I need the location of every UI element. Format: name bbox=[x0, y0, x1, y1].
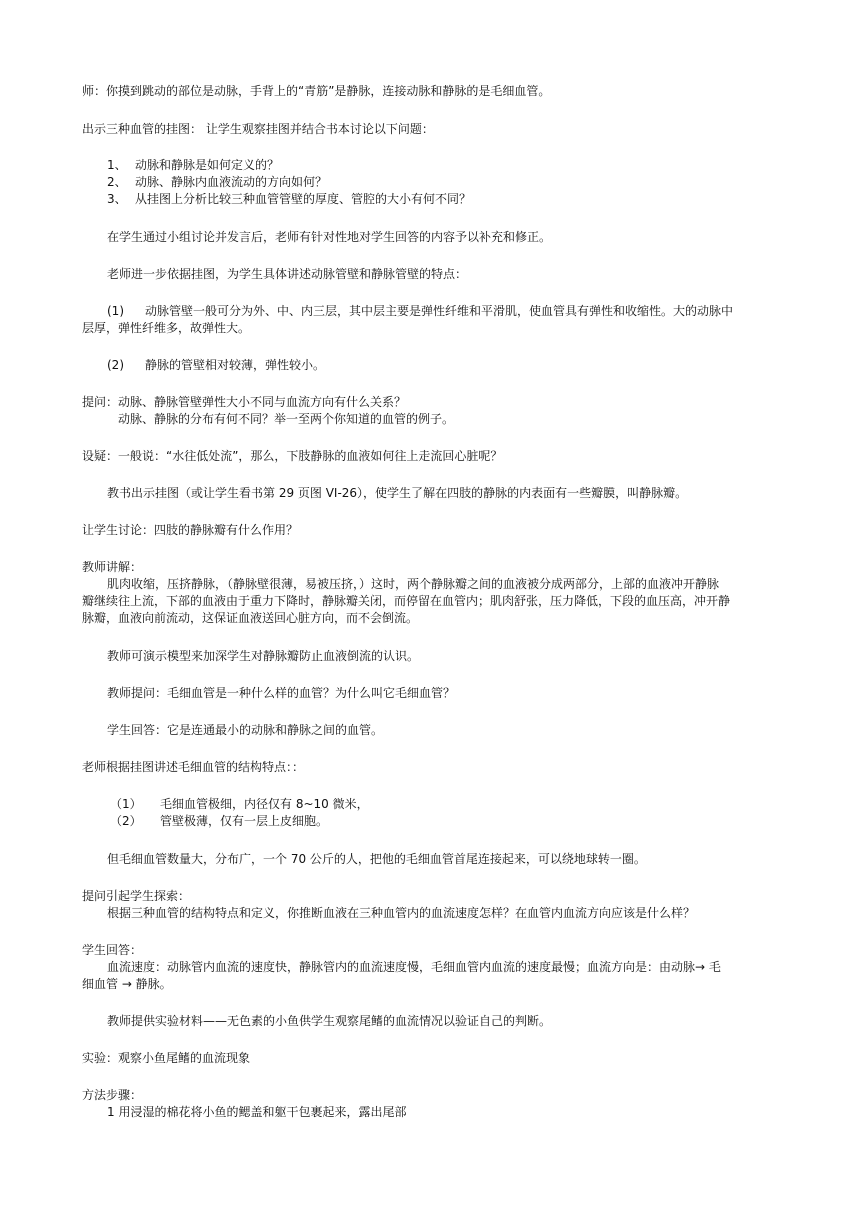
exploration-prompt: 根据三种血管的结构特点和定义，你推断血液在三种血管内的血流速度怎样？在血管内血流方向应该是什么样？ bbox=[107, 906, 696, 920]
question-3-text: 从挂图上分析比较三种血管管壁的厚度、管腔的大小有何不同？ bbox=[135, 192, 472, 206]
student-answer-line-2: 细血管 → 静脉。 bbox=[82, 977, 172, 991]
point-1-line-1 bbox=[107, 303, 733, 319]
student-discussion: 让学生讨论：四肢的静脉瓣有什么作用？ bbox=[82, 523, 299, 537]
question-3-number: 3、 bbox=[107, 192, 127, 206]
capillary-point-1-number: （1） bbox=[110, 797, 142, 811]
exploration-prompt-heading: 提问引起学生探索： bbox=[82, 889, 191, 903]
point-1-text: 动脉管壁一般可分为外、中、内三层，其中层主要是弹性纤维和平滑肌，使血管具有弹性和收缩性。大的动脉中 bbox=[145, 304, 734, 318]
model-demonstration: 教师可演示模型来加深学生对静脉瓣防止血液倒流的认识。 bbox=[107, 649, 420, 663]
capillary-point-2-number: （2） bbox=[110, 814, 142, 828]
method-step-1: 1 用浸湿的棉花将小鱼的鳃盖和躯干包裹起来，露出尾部 bbox=[107, 1105, 407, 1119]
capillary-point-1-text: 毛细血管极细，内径仅有 8~10 微米， bbox=[160, 797, 369, 811]
lecture-line-1: 肌肉收缩，压挤静脉，（静脉壁很薄，易被压挤，）这时，两个静脉瓣之间的血液被分成两部分，上部的血液冲开静脉 bbox=[107, 577, 720, 591]
capillary-quantity: 但毛细血管数量大，分布广，一个 70 公斤的人，把他的毛细血管首尾连接起来，可以绕地球转一圈。 bbox=[107, 852, 646, 866]
point-2 bbox=[107, 357, 325, 373]
experiment-title: 实验：观察小鱼尾鳍的血流现象 bbox=[82, 1051, 251, 1065]
point-2-text: 静脉的管壁相对较薄，弹性较小。 bbox=[145, 358, 326, 372]
question-1-number: 1、 bbox=[107, 158, 127, 172]
student-answer-capillary: 学生回答：它是连通最小的动脉和静脉之间的血管。 bbox=[107, 723, 384, 737]
capillary-structure-intro: 老师根据挂图讲述毛细血管的结构特点：： bbox=[82, 760, 305, 774]
capillary-point-2 bbox=[110, 813, 328, 829]
method-steps-heading: 方法步骤： bbox=[82, 1088, 143, 1102]
question-3 bbox=[107, 191, 471, 207]
teacher-lecture-heading: 教师讲解： bbox=[82, 560, 143, 574]
question-2-number: 2、 bbox=[107, 175, 127, 189]
experiment-material: 教师提供实验材料——无色素的小鱼供学生观察尾鳍的血流情况以验证自己的判断。 bbox=[107, 1014, 552, 1028]
show-chart-venous-valve: 教书出示挂图（或让学生看书第 29 页图 VI-26），使学生了解在四肢的静脉的内表面有一些瓣膜，叫静脉瓣。 bbox=[107, 486, 688, 500]
question-2 bbox=[107, 174, 327, 190]
teacher-explanation-intro: 老师进一步依据挂图，为学生具体讲述动脉管壁和静脉管壁的特点： bbox=[107, 267, 468, 281]
question-line-1: 提问：动脉、静脉管壁弹性大小不同与血流方向有什么关系？ bbox=[82, 395, 407, 409]
discussion-note: 在学生通过小组讨论并发言后，老师有针对性地对学生回答的内容予以补充和修正。 bbox=[107, 230, 552, 244]
student-answer-line-1: 血流速度：动脉管内血流的速度快，静脉管内的血流速度慢，毛细血管内血流的速度最慢；血流方向是：由动脉→ 毛 bbox=[107, 960, 721, 974]
teacher-statement: 师：你摸到跳动的部位是动脉，手背上的“青筋”是静脉，连接动脉和静脉的是毛细血管。 bbox=[82, 84, 551, 98]
doubt-question: 设疑：一般说：“水往低处流”，那么，下肢静脉的血液如何往上走流回心脏呢？ bbox=[82, 449, 503, 463]
show-chart-instruction: 出示三种血管的挂图： 让学生观察挂图并结合书本讨论以下问题： bbox=[82, 122, 434, 136]
point-2-number: (2) bbox=[107, 358, 124, 372]
capillary-point-2-text: 管壁极薄，仅有一层上皮细胞。 bbox=[160, 814, 329, 828]
question-line-2: 动脉、静脉的分布有何不同？举一至两个你知道的血管的例子。 bbox=[118, 412, 455, 426]
capillary-point-1 bbox=[110, 796, 369, 812]
student-answer-heading: 学生回答： bbox=[82, 943, 143, 957]
lecture-line-2: 瓣继续往上流，下部的血液由于重力下降时，静脉瓣关闭，而停留在血管内；肌肉舒张，压力降低，下段的血压高，冲开静 bbox=[82, 594, 731, 608]
question-2-text: 动脉、静脉内血液流动的方向如何？ bbox=[135, 175, 328, 189]
lecture-line-3: 脉瓣，血液向前流动，这保证血液送回心脏方向，而不会倒流。 bbox=[82, 611, 419, 625]
teacher-question-capillary: 教师提问：毛细血管是一种什么样的血管？为什么叫它毛细血管？ bbox=[107, 686, 456, 700]
question-1 bbox=[107, 157, 279, 173]
point-1-line-2: 层厚，弹性纤维多，故弹性大。 bbox=[82, 321, 251, 335]
point-1-number: (1) bbox=[107, 304, 124, 318]
question-1-text: 动脉和静脉是如何定义的？ bbox=[135, 158, 280, 172]
